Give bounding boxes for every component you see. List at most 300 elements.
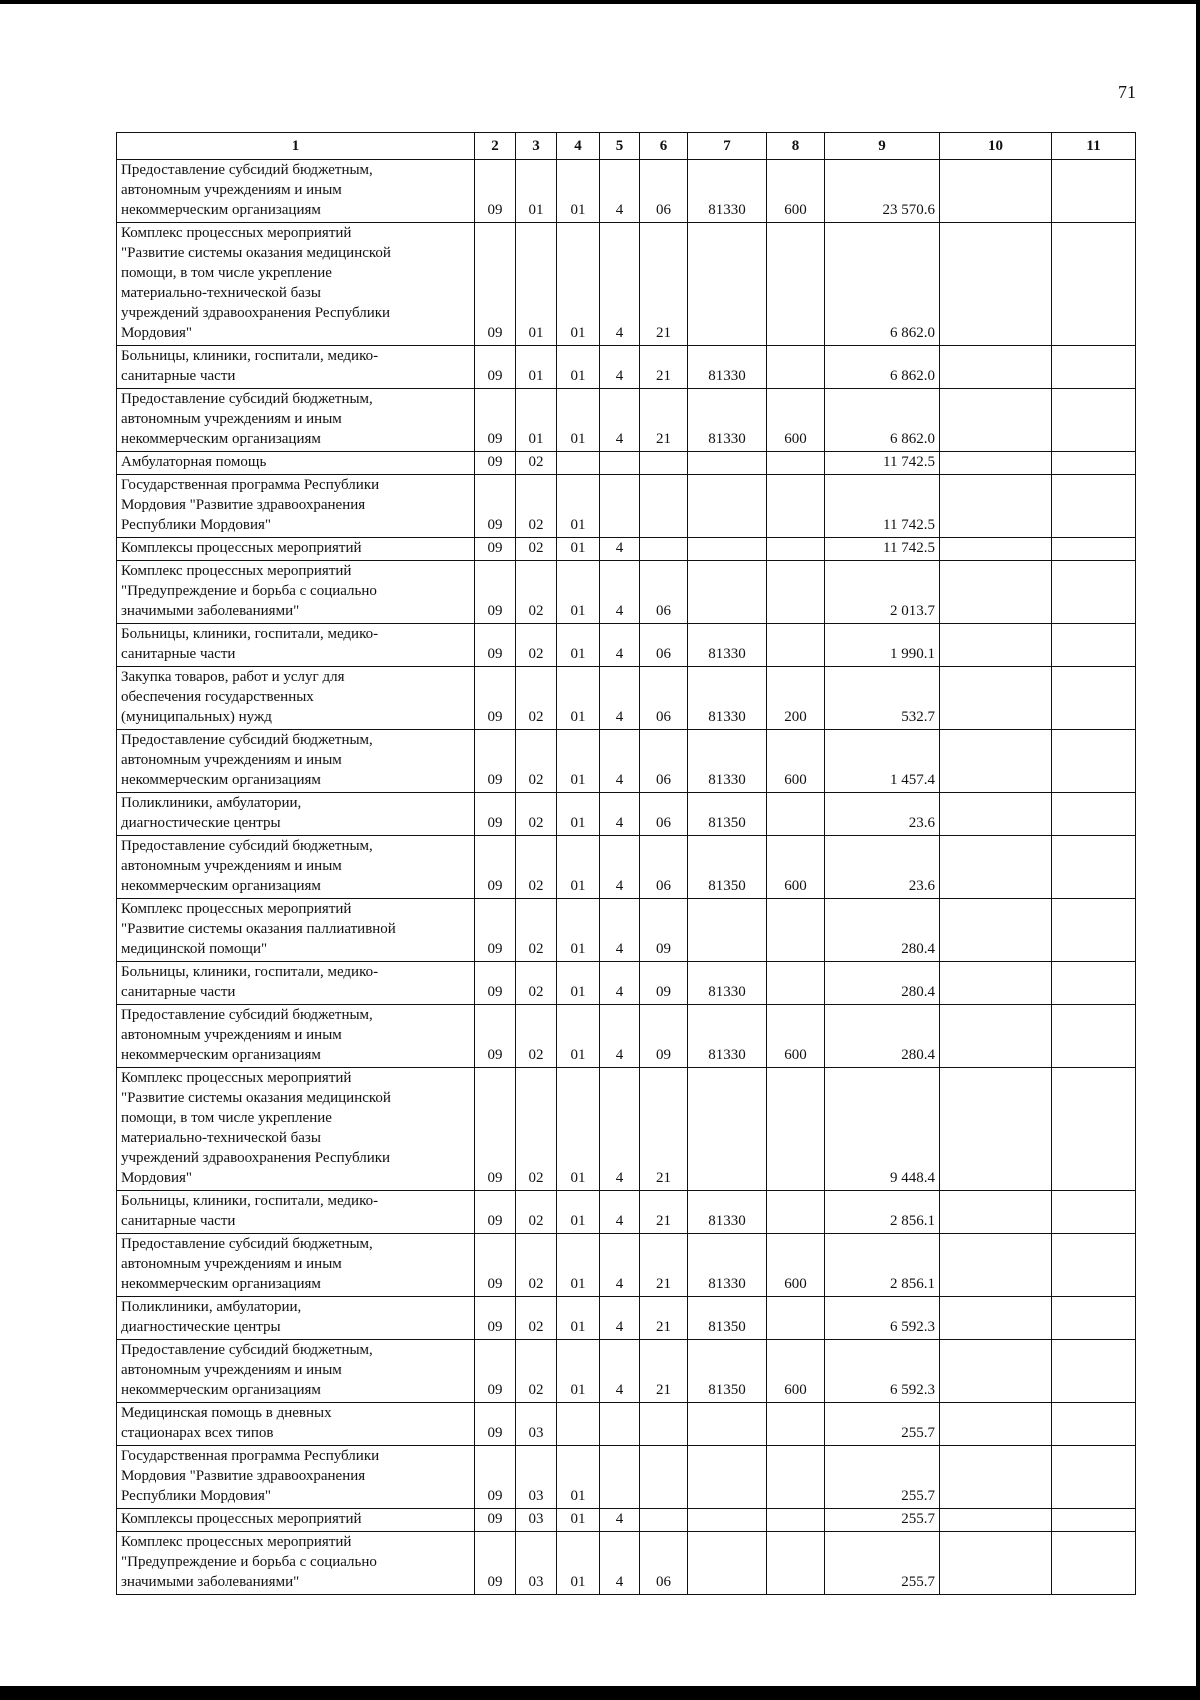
col-5-code: 4 bbox=[600, 1191, 640, 1234]
col-9-amount: 280.4 bbox=[825, 1005, 940, 1068]
col-11-amount bbox=[1052, 1446, 1136, 1509]
col-6-code bbox=[640, 1446, 688, 1509]
col-6-code: 06 bbox=[640, 624, 688, 667]
col-5-code bbox=[600, 475, 640, 538]
col-4-code: 01 bbox=[557, 1191, 600, 1234]
col-8-code: 600 bbox=[767, 1340, 825, 1403]
col-7-code: 81350 bbox=[688, 793, 767, 836]
col-5-code: 4 bbox=[600, 1005, 640, 1068]
col-2-code: 09 bbox=[475, 730, 516, 793]
col-2-code: 09 bbox=[475, 1005, 516, 1068]
col-9-amount: 280.4 bbox=[825, 962, 940, 1005]
col-5-code: 4 bbox=[600, 962, 640, 1005]
col-11-amount bbox=[1052, 836, 1136, 899]
col-5-code: 4 bbox=[600, 1532, 640, 1595]
col-6-code: 21 bbox=[640, 389, 688, 452]
col-11-amount bbox=[1052, 538, 1136, 561]
col-7-code: 81330 bbox=[688, 1005, 767, 1068]
row-name: Закупка товаров, работ и услуг для обеспечения государственных (муниципальных) нужд bbox=[117, 667, 475, 730]
col-6-code: 21 bbox=[640, 223, 688, 346]
col-5-code: 4 bbox=[600, 561, 640, 624]
col-3-code: 03 bbox=[516, 1532, 557, 1595]
table-row bbox=[117, 1068, 1136, 1191]
col-5-code: 4 bbox=[600, 730, 640, 793]
document-page bbox=[0, 4, 1196, 1686]
col-3-code: 02 bbox=[516, 1234, 557, 1297]
col-7-code bbox=[688, 1509, 767, 1532]
col-7-code: 81330 bbox=[688, 667, 767, 730]
col-9-amount: 6 592.3 bbox=[825, 1340, 940, 1403]
col-5-code: 4 bbox=[600, 223, 640, 346]
col-6-code: 06 bbox=[640, 561, 688, 624]
col-3-code: 01 bbox=[516, 160, 557, 223]
table-row bbox=[117, 1403, 1136, 1446]
col-7-code bbox=[688, 561, 767, 624]
col-9-amount: 6 592.3 bbox=[825, 1297, 940, 1340]
col-2-code: 09 bbox=[475, 962, 516, 1005]
col-4-code: 01 bbox=[557, 1340, 600, 1403]
col-3-code: 02 bbox=[516, 793, 557, 836]
col-9-amount: 1 457.4 bbox=[825, 730, 940, 793]
col-9-amount: 23.6 bbox=[825, 793, 940, 836]
table-row bbox=[117, 475, 1136, 538]
col-7-code: 81330 bbox=[688, 346, 767, 389]
col-11-amount bbox=[1052, 160, 1136, 223]
col-10-amount bbox=[940, 223, 1052, 346]
col-3-code: 02 bbox=[516, 1340, 557, 1403]
col-4-code: 01 bbox=[557, 561, 600, 624]
table-row bbox=[117, 1191, 1136, 1234]
col-7-code bbox=[688, 538, 767, 561]
col-3-code: 03 bbox=[516, 1446, 557, 1509]
col-5-code bbox=[600, 1446, 640, 1509]
col-11-amount bbox=[1052, 475, 1136, 538]
col-11-amount bbox=[1052, 1005, 1136, 1068]
row-name: Комплекс процессных мероприятий "Предупреждение и борьба с социально значимыми заболеваниями" bbox=[117, 561, 475, 624]
table-row bbox=[117, 538, 1136, 561]
col-7-code: 81330 bbox=[688, 730, 767, 793]
col-9-amount: 11 742.5 bbox=[825, 452, 940, 475]
col-10-amount bbox=[940, 836, 1052, 899]
table-row bbox=[117, 1005, 1136, 1068]
column-header-10: 10 bbox=[940, 133, 1052, 160]
table-row bbox=[117, 160, 1136, 223]
col-10-amount bbox=[940, 160, 1052, 223]
col-6-code bbox=[640, 1509, 688, 1532]
col-8-code bbox=[767, 452, 825, 475]
table-row bbox=[117, 624, 1136, 667]
col-7-code: 81330 bbox=[688, 160, 767, 223]
row-name: Амбулаторная помощь bbox=[117, 452, 475, 475]
row-name: Предоставление субсидий бюджетным, автономным учреждениям и иным некоммерческим организациям bbox=[117, 160, 475, 223]
col-2-code: 09 bbox=[475, 899, 516, 962]
col-2-code: 09 bbox=[475, 1340, 516, 1403]
col-4-code: 01 bbox=[557, 667, 600, 730]
col-5-code: 4 bbox=[600, 346, 640, 389]
col-9-amount: 2 013.7 bbox=[825, 561, 940, 624]
table-row bbox=[117, 1532, 1136, 1595]
row-name: Предоставление субсидий бюджетным, автономным учреждениям и иным некоммерческим организациям bbox=[117, 1005, 475, 1068]
col-8-code bbox=[767, 561, 825, 624]
col-7-code: 81330 bbox=[688, 624, 767, 667]
table-row bbox=[117, 346, 1136, 389]
col-11-amount bbox=[1052, 452, 1136, 475]
col-4-code: 01 bbox=[557, 730, 600, 793]
col-11-amount bbox=[1052, 223, 1136, 346]
col-2-code: 09 bbox=[475, 1234, 516, 1297]
col-11-amount bbox=[1052, 389, 1136, 452]
col-4-code: 01 bbox=[557, 1005, 600, 1068]
col-4-code: 01 bbox=[557, 223, 600, 346]
col-10-amount bbox=[940, 346, 1052, 389]
col-9-amount: 23 570.6 bbox=[825, 160, 940, 223]
col-6-code bbox=[640, 1403, 688, 1446]
col-5-code: 4 bbox=[600, 667, 640, 730]
row-name: Больницы, клиники, госпитали, медико- санитарные части bbox=[117, 624, 475, 667]
table-row bbox=[117, 793, 1136, 836]
col-7-code: 81350 bbox=[688, 1340, 767, 1403]
col-10-amount bbox=[940, 475, 1052, 538]
col-5-code: 4 bbox=[600, 899, 640, 962]
col-10-amount bbox=[940, 899, 1052, 962]
col-3-code: 03 bbox=[516, 1509, 557, 1532]
col-4-code: 01 bbox=[557, 1532, 600, 1595]
row-name: Поликлиники, амбулатории, диагностические центры bbox=[117, 793, 475, 836]
row-name: Предоставление субсидий бюджетным, автономным учреждениям и иным некоммерческим организациям bbox=[117, 1340, 475, 1403]
header-row bbox=[117, 133, 1136, 160]
col-5-code: 4 bbox=[600, 1234, 640, 1297]
column-header-9: 9 bbox=[825, 133, 940, 160]
col-9-amount: 23.6 bbox=[825, 836, 940, 899]
col-3-code: 02 bbox=[516, 1068, 557, 1191]
col-8-code bbox=[767, 538, 825, 561]
col-11-amount bbox=[1052, 793, 1136, 836]
col-9-amount: 6 862.0 bbox=[825, 346, 940, 389]
col-5-code: 4 bbox=[600, 624, 640, 667]
col-5-code: 4 bbox=[600, 389, 640, 452]
col-4-code: 01 bbox=[557, 1446, 600, 1509]
col-10-amount bbox=[940, 1340, 1052, 1403]
column-header-7: 7 bbox=[688, 133, 767, 160]
col-4-code: 01 bbox=[557, 1234, 600, 1297]
col-8-code bbox=[767, 1446, 825, 1509]
col-3-code: 02 bbox=[516, 667, 557, 730]
col-3-code: 02 bbox=[516, 452, 557, 475]
col-8-code bbox=[767, 1297, 825, 1340]
col-7-code: 81330 bbox=[688, 1234, 767, 1297]
col-3-code: 02 bbox=[516, 1297, 557, 1340]
col-10-amount bbox=[940, 452, 1052, 475]
col-7-code bbox=[688, 1403, 767, 1446]
col-6-code: 06 bbox=[640, 1532, 688, 1595]
col-10-amount bbox=[940, 561, 1052, 624]
row-name: Государственная программа Республики Мордовия "Развитие здравоохранения Республики Мордовия" bbox=[117, 1446, 475, 1509]
col-5-code: 4 bbox=[600, 1297, 640, 1340]
table-row bbox=[117, 389, 1136, 452]
row-name: Больницы, клиники, госпитали, медико- санитарные части bbox=[117, 346, 475, 389]
col-10-amount bbox=[940, 624, 1052, 667]
column-header-11: 11 bbox=[1052, 133, 1136, 160]
col-9-amount: 9 448.4 bbox=[825, 1068, 940, 1191]
col-9-amount: 6 862.0 bbox=[825, 223, 940, 346]
col-9-amount: 255.7 bbox=[825, 1509, 940, 1532]
col-10-amount bbox=[940, 667, 1052, 730]
budget-table bbox=[116, 132, 1136, 1595]
col-2-code: 09 bbox=[475, 475, 516, 538]
col-4-code: 01 bbox=[557, 1068, 600, 1191]
table-row bbox=[117, 1446, 1136, 1509]
col-3-code: 02 bbox=[516, 561, 557, 624]
col-8-code: 200 bbox=[767, 667, 825, 730]
col-4-code: 01 bbox=[557, 475, 600, 538]
col-5-code: 4 bbox=[600, 1068, 640, 1191]
col-2-code: 09 bbox=[475, 223, 516, 346]
col-10-amount bbox=[940, 1403, 1052, 1446]
col-8-code: 600 bbox=[767, 389, 825, 452]
row-name: Предоставление субсидий бюджетным, автономным учреждениям и иным некоммерческим организациям bbox=[117, 389, 475, 452]
col-2-code: 09 bbox=[475, 836, 516, 899]
row-name: Комплекс процессных мероприятий "Развитие системы оказания паллиативной медицинской помощи" bbox=[117, 899, 475, 962]
col-2-code: 09 bbox=[475, 346, 516, 389]
col-2-code: 09 bbox=[475, 1509, 516, 1532]
row-name: Комплекс процессных мероприятий "Развитие системы оказания медицинской помощи, в том числе укрепление материально-технической базы учреждений здравоохранения Республики Мордовия" bbox=[117, 223, 475, 346]
row-name: Комплексы процессных мероприятий bbox=[117, 1509, 475, 1532]
col-5-code bbox=[600, 1403, 640, 1446]
col-4-code: 01 bbox=[557, 793, 600, 836]
col-3-code: 02 bbox=[516, 624, 557, 667]
col-9-amount: 280.4 bbox=[825, 899, 940, 962]
col-4-code: 01 bbox=[557, 836, 600, 899]
col-10-amount bbox=[940, 1234, 1052, 1297]
col-8-code bbox=[767, 1403, 825, 1446]
col-7-code: 81350 bbox=[688, 1297, 767, 1340]
col-7-code: 81330 bbox=[688, 389, 767, 452]
col-10-amount bbox=[940, 1446, 1052, 1509]
col-6-code: 06 bbox=[640, 836, 688, 899]
col-4-code: 01 bbox=[557, 160, 600, 223]
column-header-8: 8 bbox=[767, 133, 825, 160]
col-4-code: 01 bbox=[557, 538, 600, 561]
col-2-code: 09 bbox=[475, 1403, 516, 1446]
row-name: Предоставление субсидий бюджетным, автономным учреждениям и иным некоммерческим организациям bbox=[117, 836, 475, 899]
col-7-code: 81330 bbox=[688, 962, 767, 1005]
table-row bbox=[117, 899, 1136, 962]
col-11-amount bbox=[1052, 561, 1136, 624]
col-8-code: 600 bbox=[767, 1005, 825, 1068]
col-10-amount bbox=[940, 1297, 1052, 1340]
col-6-code bbox=[640, 475, 688, 538]
col-8-code: 600 bbox=[767, 836, 825, 899]
col-11-amount bbox=[1052, 1191, 1136, 1234]
column-header-2: 2 bbox=[475, 133, 516, 160]
col-11-amount bbox=[1052, 1297, 1136, 1340]
col-7-code bbox=[688, 1446, 767, 1509]
col-4-code bbox=[557, 452, 600, 475]
table-row bbox=[117, 1340, 1136, 1403]
col-10-amount bbox=[940, 1005, 1052, 1068]
col-2-code: 09 bbox=[475, 160, 516, 223]
row-name: Медицинская помощь в дневных стационарах всех типов bbox=[117, 1403, 475, 1446]
col-8-code: 600 bbox=[767, 160, 825, 223]
col-8-code bbox=[767, 475, 825, 538]
row-name: Больницы, клиники, госпитали, медико- санитарные части bbox=[117, 962, 475, 1005]
col-4-code: 01 bbox=[557, 962, 600, 1005]
col-2-code: 09 bbox=[475, 1068, 516, 1191]
col-5-code: 4 bbox=[600, 793, 640, 836]
col-11-amount bbox=[1052, 1068, 1136, 1191]
column-header-4: 4 bbox=[557, 133, 600, 160]
col-4-code bbox=[557, 1403, 600, 1446]
col-9-amount: 1 990.1 bbox=[825, 624, 940, 667]
col-3-code: 02 bbox=[516, 962, 557, 1005]
table-row bbox=[117, 730, 1136, 793]
table-row bbox=[117, 836, 1136, 899]
col-6-code: 09 bbox=[640, 1005, 688, 1068]
column-header-5: 5 bbox=[600, 133, 640, 160]
table-row bbox=[117, 962, 1136, 1005]
col-7-code bbox=[688, 1532, 767, 1595]
col-4-code: 01 bbox=[557, 899, 600, 962]
col-3-code: 01 bbox=[516, 346, 557, 389]
table-row bbox=[117, 1509, 1136, 1532]
col-10-amount bbox=[940, 1068, 1052, 1191]
col-8-code: 600 bbox=[767, 730, 825, 793]
col-11-amount bbox=[1052, 962, 1136, 1005]
col-11-amount bbox=[1052, 1340, 1136, 1403]
table-row bbox=[117, 561, 1136, 624]
col-9-amount: 6 862.0 bbox=[825, 389, 940, 452]
table-row bbox=[117, 1234, 1136, 1297]
col-2-code: 09 bbox=[475, 538, 516, 561]
col-2-code: 09 bbox=[475, 452, 516, 475]
col-10-amount bbox=[940, 730, 1052, 793]
col-6-code bbox=[640, 452, 688, 475]
col-7-code: 81330 bbox=[688, 1191, 767, 1234]
col-6-code: 06 bbox=[640, 730, 688, 793]
col-8-code bbox=[767, 899, 825, 962]
col-11-amount bbox=[1052, 1509, 1136, 1532]
col-9-amount: 11 742.5 bbox=[825, 538, 940, 561]
row-name: Предоставление субсидий бюджетным, автономным учреждениям и иным некоммерческим организациям bbox=[117, 1234, 475, 1297]
col-2-code: 09 bbox=[475, 1191, 516, 1234]
row-name: Больницы, клиники, госпитали, медико- санитарные части bbox=[117, 1191, 475, 1234]
col-2-code: 09 bbox=[475, 561, 516, 624]
col-2-code: 09 bbox=[475, 793, 516, 836]
col-11-amount bbox=[1052, 346, 1136, 389]
col-5-code: 4 bbox=[600, 1340, 640, 1403]
col-6-code: 09 bbox=[640, 962, 688, 1005]
col-10-amount bbox=[940, 538, 1052, 561]
col-6-code: 21 bbox=[640, 1191, 688, 1234]
col-3-code: 01 bbox=[516, 389, 557, 452]
col-8-code bbox=[767, 346, 825, 389]
table-row bbox=[117, 223, 1136, 346]
row-name: Предоставление субсидий бюджетным, автономным учреждениям и иным некоммерческим организациям bbox=[117, 730, 475, 793]
col-3-code: 02 bbox=[516, 1005, 557, 1068]
col-7-code bbox=[688, 452, 767, 475]
col-3-code: 02 bbox=[516, 836, 557, 899]
col-8-code bbox=[767, 1532, 825, 1595]
col-7-code bbox=[688, 1068, 767, 1191]
col-8-code bbox=[767, 1191, 825, 1234]
col-11-amount bbox=[1052, 1234, 1136, 1297]
col-3-code: 01 bbox=[516, 223, 557, 346]
col-3-code: 02 bbox=[516, 475, 557, 538]
table-row bbox=[117, 452, 1136, 475]
col-4-code: 01 bbox=[557, 346, 600, 389]
col-3-code: 02 bbox=[516, 899, 557, 962]
col-11-amount bbox=[1052, 730, 1136, 793]
col-5-code: 4 bbox=[600, 538, 640, 561]
col-8-code bbox=[767, 1509, 825, 1532]
table-row bbox=[117, 667, 1136, 730]
row-name: Комплекс процессных мероприятий "Развитие системы оказания медицинской помощи, в том числе укрепление материально-технической базы учреждений здравоохранения Республики Мордовия" bbox=[117, 1068, 475, 1191]
col-7-code bbox=[688, 223, 767, 346]
row-name: Поликлиники, амбулатории, диагностические центры bbox=[117, 1297, 475, 1340]
col-2-code: 09 bbox=[475, 1297, 516, 1340]
column-header-1: 1 bbox=[117, 133, 475, 160]
col-3-code: 03 bbox=[516, 1403, 557, 1446]
row-name: Комплекс процессных мероприятий "Предупреждение и борьба с социально значимыми заболеваниями" bbox=[117, 1532, 475, 1595]
col-9-amount: 11 742.5 bbox=[825, 475, 940, 538]
col-11-amount bbox=[1052, 624, 1136, 667]
col-6-code: 21 bbox=[640, 1234, 688, 1297]
col-11-amount bbox=[1052, 1532, 1136, 1595]
col-5-code: 4 bbox=[600, 160, 640, 223]
col-5-code bbox=[600, 452, 640, 475]
col-10-amount bbox=[940, 389, 1052, 452]
page-number: 71 bbox=[1118, 82, 1136, 102]
col-8-code bbox=[767, 962, 825, 1005]
col-4-code: 01 bbox=[557, 1509, 600, 1532]
col-4-code: 01 bbox=[557, 389, 600, 452]
table-row bbox=[117, 1297, 1136, 1340]
col-3-code: 02 bbox=[516, 730, 557, 793]
col-8-code bbox=[767, 624, 825, 667]
col-6-code: 09 bbox=[640, 899, 688, 962]
col-5-code: 4 bbox=[600, 1509, 640, 1532]
row-name: Комплексы процессных мероприятий bbox=[117, 538, 475, 561]
row-name: Государственная программа Республики Мордовия "Развитие здравоохранения Республики Мордовия" bbox=[117, 475, 475, 538]
col-9-amount: 255.7 bbox=[825, 1446, 940, 1509]
col-2-code: 09 bbox=[475, 624, 516, 667]
col-8-code bbox=[767, 223, 825, 346]
col-3-code: 02 bbox=[516, 1191, 557, 1234]
col-8-code: 600 bbox=[767, 1234, 825, 1297]
col-8-code bbox=[767, 793, 825, 836]
col-6-code bbox=[640, 538, 688, 561]
col-4-code: 01 bbox=[557, 624, 600, 667]
col-2-code: 09 bbox=[475, 1532, 516, 1595]
col-10-amount bbox=[940, 962, 1052, 1005]
col-10-amount bbox=[940, 793, 1052, 836]
column-header-6: 6 bbox=[640, 133, 688, 160]
col-6-code: 21 bbox=[640, 1340, 688, 1403]
col-10-amount bbox=[940, 1191, 1052, 1234]
col-6-code: 21 bbox=[640, 1068, 688, 1191]
col-7-code bbox=[688, 475, 767, 538]
col-6-code: 06 bbox=[640, 667, 688, 730]
col-9-amount: 2 856.1 bbox=[825, 1191, 940, 1234]
column-header-3: 3 bbox=[516, 133, 557, 160]
col-6-code: 06 bbox=[640, 160, 688, 223]
col-9-amount: 255.7 bbox=[825, 1532, 940, 1595]
col-11-amount bbox=[1052, 667, 1136, 730]
col-8-code bbox=[767, 1068, 825, 1191]
col-7-code: 81350 bbox=[688, 836, 767, 899]
col-9-amount: 255.7 bbox=[825, 1403, 940, 1446]
table-body bbox=[117, 160, 1136, 1595]
